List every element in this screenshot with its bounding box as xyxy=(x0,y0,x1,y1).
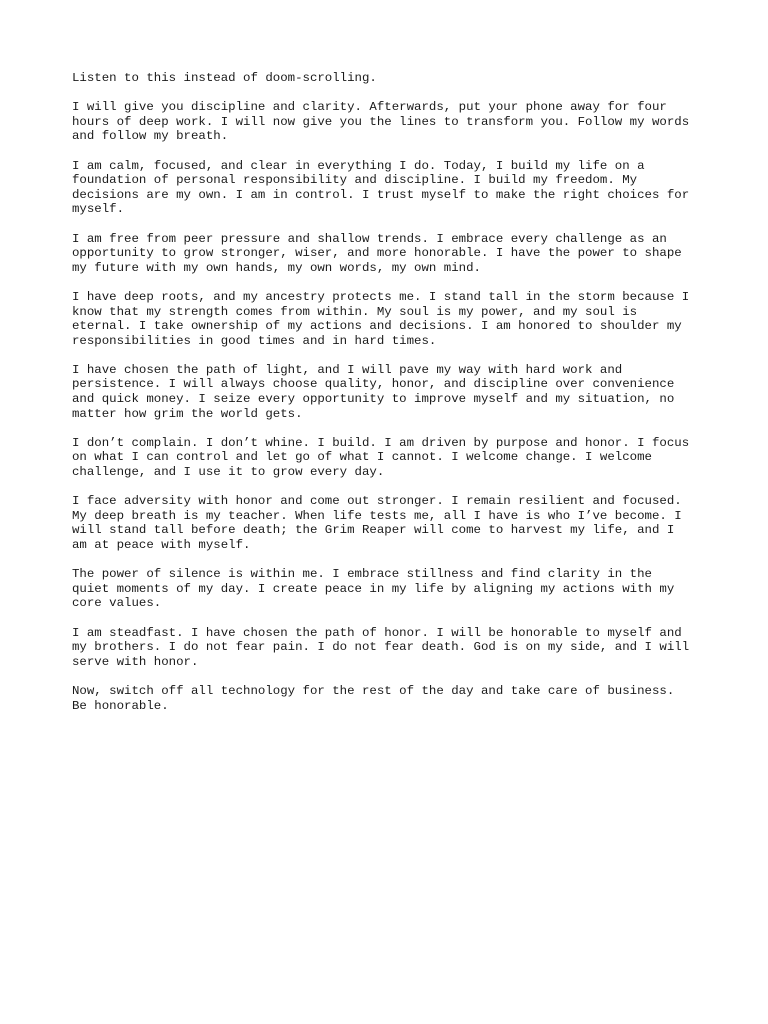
paragraph-deep-roots: I have deep roots, and my ancestry protects me. I stand tall in the storm because I know that my strength comes from within. My soul is my power, and my soul is eternal. I take ownership of my actions and decisions. I am honored to shoulder my responsibilities in good times and in hard times. xyxy=(72,289,690,348)
paragraph-power-of-silence: The power of silence is within me. I embrace stillness and find clarity in the quiet moments of my day. I create peace in my life by aligning my actions with my core values. xyxy=(72,567,675,611)
document-body xyxy=(72,71,702,728)
paragraph-discipline-clarity: I will give you discipline and clarity. Afterwards, put your phone away for four hours of deep work. I will now give you the lines to transform you. Follow my words and follow my breath. xyxy=(72,100,690,144)
paragraph-calm-focused: I am calm, focused, and clear in everything I do. Today, I build my life on a foundation of personal responsibility and discipline. I build my freedom. My decisions are my own. I am in control. I trust myself to make the right choices for myself. xyxy=(72,158,690,217)
paragraph-closing: Now, switch off all technology for the rest of the day and take care of business. Be honorable. xyxy=(72,683,675,713)
paragraph-free-from-pressure: I am free from peer pressure and shallow trends. I embrace every challenge as an opportunity to grow stronger, wiser, and more honorable. I have the power to shape my future with my own hands, my own words, my own mind. xyxy=(72,231,682,275)
paragraph-face-adversity: I face adversity with honor and come out stronger. I remain resilient and focused. My deep breath is my teacher. When life tests me, all I have is who I’ve become. I will stand tall before death; the Grim Reaper will come to harvest my life, and I am at peace with myself. xyxy=(72,494,682,552)
paragraph-dont-complain: I don’t complain. I don’t whine. I build. I am driven by purpose and honor. I focus on what I can control and let go of what I cannot. I welcome change. I welcome challenge, and I use it to grow every day. xyxy=(72,435,690,480)
paragraph-steadfast: I am steadfast. I have chosen the path of honor. I will be honorable to myself and my brothers. I do not fear pain. I do not fear death. God is on my side, and I will serve with honor. xyxy=(72,625,690,669)
paragraph-path-of-light: I have chosen the path of light, and I will pave my way with hard work and persistence. I will always choose quality, honor, and discipline over convenience and quick money. I seize every opportunity to improve myself and my situation, no matter how grim the world gets. xyxy=(72,362,675,421)
paragraph-intro: Listen to this instead of doom-scrolling. xyxy=(72,71,377,85)
